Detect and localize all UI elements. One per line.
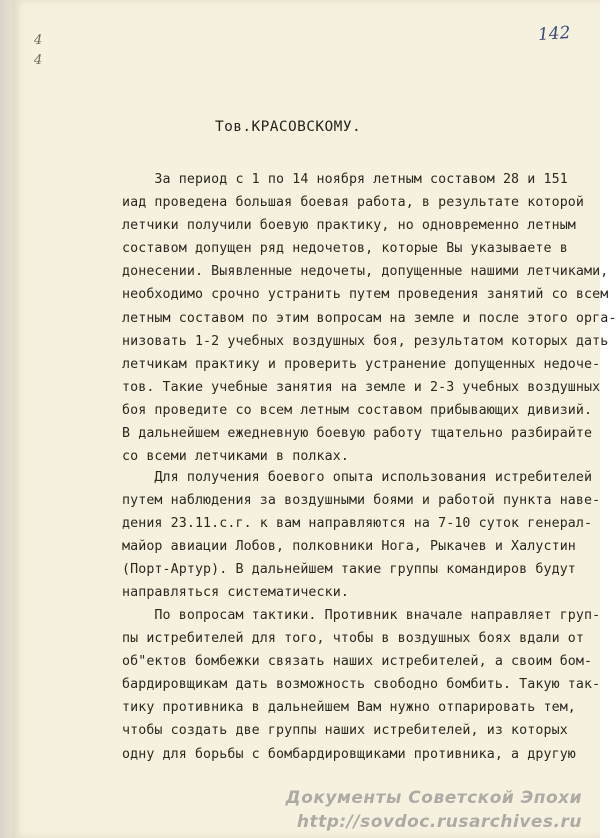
text-line: За период с 1 по 14 ноября летным составом 28 и 151: [122, 172, 568, 187]
text-line: об"ектов бомбежки связать наших истребителей, а своим бом-: [122, 654, 593, 670]
text-line: путем наблюдения за воздушными боями и работой пункта наве-: [122, 493, 601, 509]
text-line: со всеми летчиками в полках.: [122, 449, 349, 465]
text-line: тов. Такие учебные занятия на земле и 2-3 учебных воздушных: [122, 379, 601, 395]
text-line: дения 23.11.с.г. к вам направляются на 7-10 суток генерал-: [122, 516, 593, 532]
text-line: иад проведена большая боевая работа, в результате которой: [122, 195, 585, 211]
text-line: необходимо срочно устранить путем проведения занятий со всем: [122, 287, 609, 303]
watermark-url: http://sovdoc.rusarchives.ru: [296, 812, 582, 832]
text-line: пы истребителей для того, чтобы в воздушных боях вдали от: [122, 631, 585, 647]
margin-mark-2: 4: [34, 53, 43, 68]
text-line: тику противника в дальнейшем Вам нужно отпарировать тем,: [122, 700, 576, 716]
document-title: Тов.КРАСОВСКОМУ.: [215, 119, 362, 135]
text-line: майор авиации Лобов, полковники Нога, Рыкачев и Халустин: [122, 539, 576, 555]
text-line: летным составом по этим вопросам на земле и после этого орга-: [122, 310, 616, 326]
text-line: чтобы создать две группы наших истребителей, из которых: [122, 723, 568, 739]
text-line: летчики получили боевую практику, но одновременно летным: [122, 218, 576, 234]
page-number: 142: [536, 22, 571, 46]
watermark-title: Документы Советской Эпохи: [285, 788, 582, 808]
paragraph-3: [122, 604, 601, 766]
text-line: летчикам практику и проверить устранение допущенных недочe-: [122, 356, 601, 372]
paragraph-2: [122, 466, 601, 605]
text-line: направляться систематически.: [122, 585, 349, 601]
text-line: бардировщикам дать возможность свободно бомбить. Такую так-: [122, 677, 601, 693]
text-line: По вопросам тактики. Противник вначале направляет груп-: [122, 608, 601, 623]
text-line: одну для борьбы с бомбардировщиками противника, а другую: [122, 746, 576, 762]
text-line: донесении. Выявленные недочеты, допущенные нашими летчиками,: [122, 264, 609, 280]
text-line: боя проведите со всем летным составом прибывающих дивизий.: [122, 402, 593, 418]
text-line: низовать 1-2 учебных воздушных боя, результатом которых дать: [122, 333, 609, 349]
paragraph-1: [122, 168, 616, 468]
text-line: В дальнейшем ежедневную боевую работу тщательно разбирайте: [122, 426, 593, 442]
text-line: составом допущен ряд недочетов, которые Вы указываете в: [122, 241, 568, 257]
text-line: (Порт-Артур). В дальнейшем такие группы командиров будут: [122, 562, 576, 578]
margin-mark-1: 4: [34, 33, 43, 48]
text-line: Для получения боевого опыта использования истребителей: [122, 470, 593, 485]
